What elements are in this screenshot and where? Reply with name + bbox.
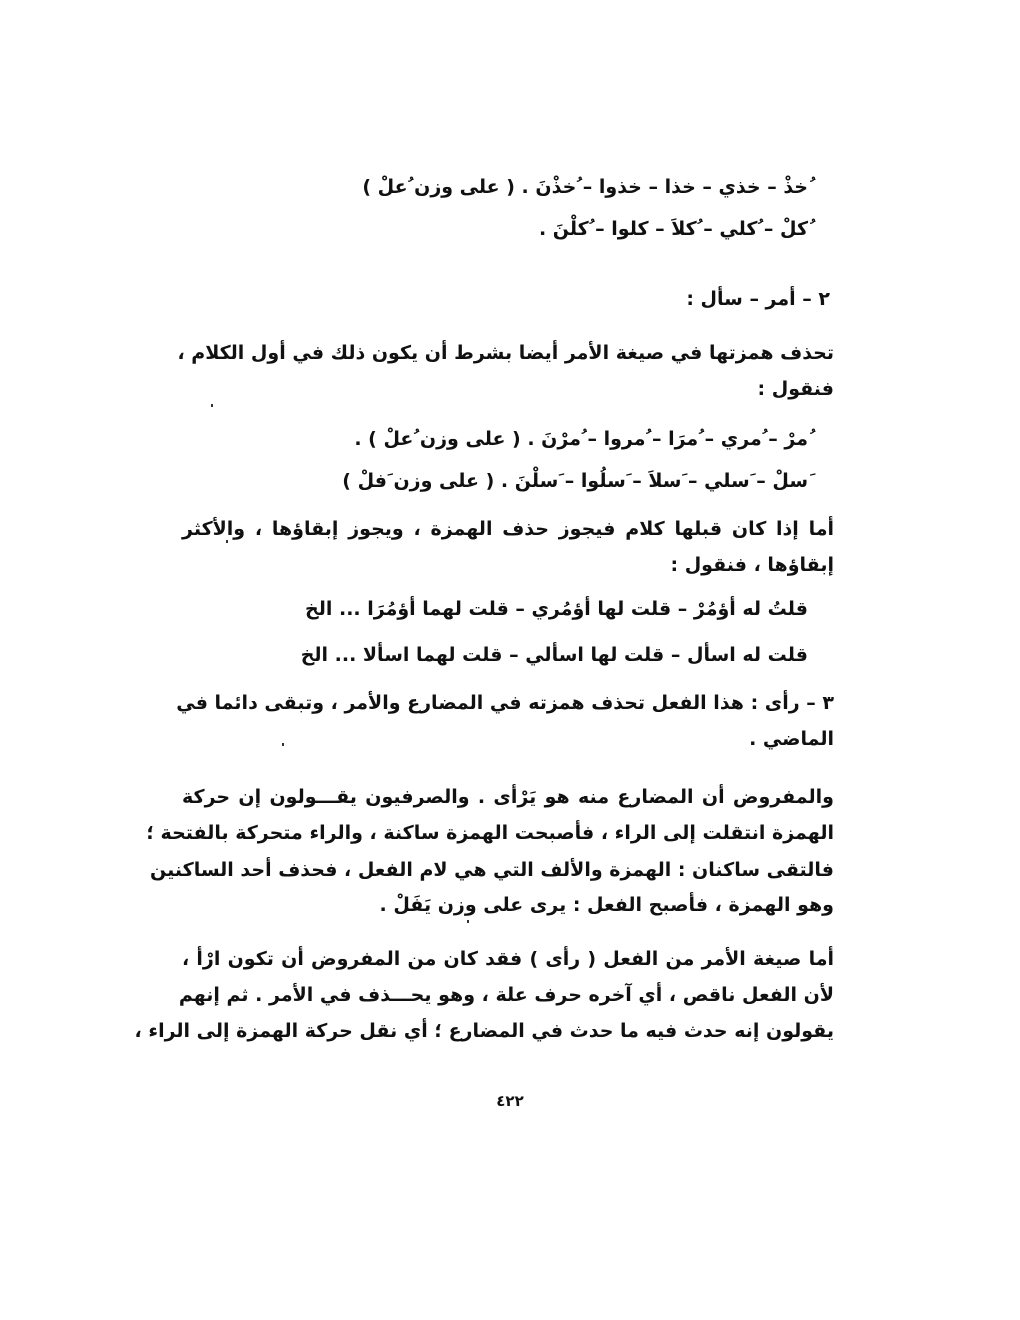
paragraph-line: إبقاؤها ، فنقول :	[670, 554, 834, 576]
paragraph-line: أما إذا كان قبلها كلام فيجوز حذف الهمزة ، ويجوز إبقاؤها ، والأكثر	[182, 518, 834, 540]
section-heading-amr-sal: ٢ – أمر – سأل :	[686, 288, 830, 310]
paragraph-line: لأن الفعل ناقص ، أي آخره حرف علة ، وهو يحـــذف في الأمر . ثم إنهم	[178, 984, 834, 1006]
paragraph-line: يقولون إنه حدث فيه ما حدث في المضارع ؛ أي نقل حركة الهمزة إلى الراء ،	[134, 1020, 834, 1042]
paragraph-line: الماضي .	[749, 728, 834, 750]
scan-speck	[211, 404, 213, 407]
example-line-sal: َسلْ – َسلي – َسلاَ – َسلُوا – َسلْنَ . ( على وزن َفلْ )	[342, 470, 808, 492]
paragraph-line: وهو الهمزة ، فأصبح الفعل : يرى على وزن يَفَلْ .	[379, 894, 834, 916]
section-heading-raa: ٣ – رأى : هذا الفعل تحذف همزته في المضارع والأمر ، وتبقى دائما في	[176, 692, 834, 714]
paragraph-line: الهمزة انتقلت إلى الراء ، فأصبحت الهمزة ساكنة ، والراء متحركة بالفتحة ؛	[146, 822, 834, 844]
scan-speck	[282, 743, 284, 746]
scan-speck	[467, 920, 469, 923]
example-line-mur: ُمرْ – ُمري – ُمرَا – ُمروا – ُمرْنَ . ( على وزن ُعلْ ) .	[354, 428, 808, 450]
example-line-qultu-amr: قلتُ له أؤمُرْ – قلت لها أؤمُري – قلت لهما أؤمُرَا ... الخ	[305, 598, 808, 620]
paragraph-line: تحذف همزتها في صيغة الأمر أيضا بشرط أن يكون ذلك في أول الكلام ،	[177, 342, 834, 364]
paragraph-line: فالتقى ساكنان : الهمزة والألف التي هي لام الفعل ، فحذف أحد الساكنين	[150, 859, 834, 881]
paragraph-line: فنقول :	[757, 378, 834, 400]
scan-speck	[226, 540, 228, 543]
page-number: ٤٢٢	[496, 1092, 524, 1110]
paragraph-line: أما صيغة الأمر من الفعل ( رأى ) فقد كان من المفروض أن تكون ارْأ ،	[182, 948, 834, 970]
paragraph-line: والمفروض أن المضارع منه هو يَرْأى . والصرفيون يقـــولون إن حركة	[182, 786, 834, 808]
example-line-khudh: ُخذْ – خذي – خذا – خذوا – ُخذْنَ . ( على وزن ُعلْ )	[362, 176, 808, 198]
example-line-kul: ُكلْ – ُكلي – ُكلاَ – كلوا – ُكلْنَ .	[538, 218, 808, 240]
example-line-qultu-sal: قلت له اسأل – قلت لها اسألي – قلت لهما اسألا ... الخ	[300, 644, 808, 666]
